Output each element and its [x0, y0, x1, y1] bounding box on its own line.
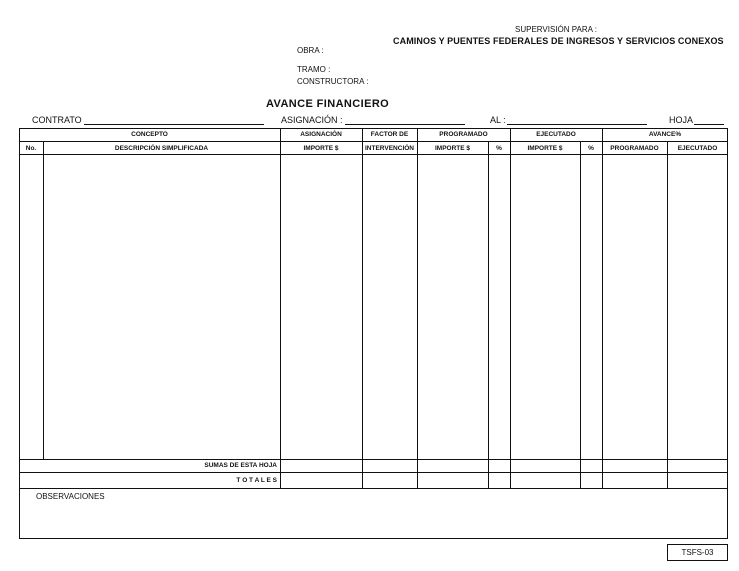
col-line-ejec-importe [580, 141, 581, 488]
hoja-field[interactable] [694, 124, 724, 125]
col-line-concepto [280, 128, 281, 488]
factor-header: FACTOR DE [370, 131, 409, 138]
avance-header: AVANCE% [648, 131, 682, 138]
col-line-prog-importe [488, 141, 489, 488]
observaciones-label: OBSERVACIONES [36, 492, 105, 501]
col-line-programado [510, 128, 511, 488]
col-line-avance-prog [667, 141, 668, 488]
form-code-badge: TSFS-03 [667, 544, 728, 561]
concepto-header: CONCEPTO [131, 131, 168, 138]
contrato-label: CONTRATO [32, 115, 82, 125]
header-divider-1 [19, 141, 728, 142]
col-line-no [43, 141, 44, 459]
body-bottom-line [19, 459, 728, 460]
col-line-factor [417, 128, 418, 488]
organization-name: CAMINOS Y PUENTES FEDERALES DE INGRESOS Y SERVICIOS CONEXOS [393, 36, 724, 46]
constructora-label: CONSTRUCTORA : [297, 77, 369, 86]
asignacion-field[interactable] [345, 124, 465, 125]
intervencion-header: INTERVENCIÓN [365, 145, 414, 152]
totales-label: T O T A L E S [236, 477, 277, 484]
obra-label: OBRA : [297, 46, 324, 55]
sumas-label: SUMAS DE ESTA HOJA [204, 462, 277, 469]
avance-ejecutado-header: EJECUTADO [677, 145, 718, 152]
asignacion-label: ASIGNACIÓN : [281, 115, 343, 125]
tramo-label: TRAMO : [297, 65, 331, 74]
form-title: AVANCE FINANCIERO [266, 98, 390, 110]
col-line-asignacion [362, 128, 363, 488]
programado-importe-header: IMPORTE $ [434, 145, 471, 152]
ejecutado-header: EJECUTADO [536, 131, 576, 138]
ejecutado-importe-header: IMPORTE $ [527, 145, 563, 152]
avance-programado-header: PROGRAMADO [610, 145, 659, 152]
hoja-label: HOJA [669, 115, 694, 125]
totales-bottom-line [19, 488, 728, 489]
programado-header: PROGRAMADO [439, 131, 488, 138]
programado-pct-header: % [496, 145, 502, 152]
al-label: AL : [490, 115, 506, 125]
descripcion-header: DESCRIPCIÓN SIMPLIFICADA [114, 145, 209, 152]
contrato-field[interactable] [84, 124, 264, 125]
supervision-label: SUPERVISIÓN PARA : [515, 25, 597, 34]
asignacion-importe-header: IMPORTE $ [303, 145, 339, 152]
sumas-bottom-line [19, 472, 728, 473]
table-frame [19, 128, 728, 539]
no-header: No. [25, 145, 37, 152]
al-field[interactable] [507, 124, 647, 125]
asignacion-header: ASIGNACIÓN [300, 131, 342, 138]
header-divider-2 [19, 154, 728, 155]
ejecutado-pct-header: % [588, 145, 594, 152]
col-line-ejecutado [602, 128, 603, 488]
